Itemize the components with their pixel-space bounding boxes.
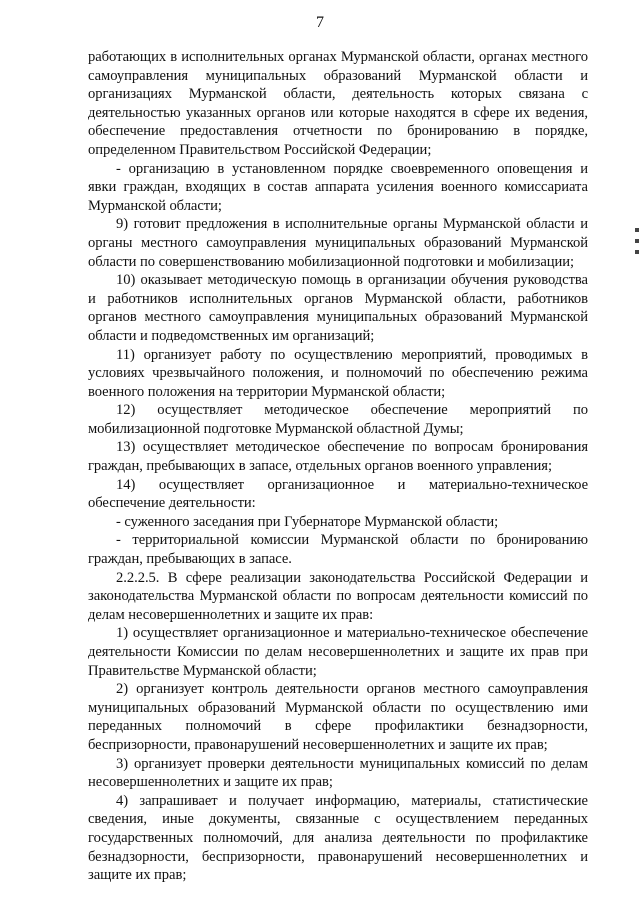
paragraph: 1) осуществляет организационное и материально-техническое обеспечение деятельности Комиссии по делам несовершеннолетних и защите их прав при Правительстве Мурманской области;	[88, 625, 588, 679]
scan-dot	[635, 239, 639, 243]
page-number: 7	[316, 14, 324, 31]
paragraph: 3) организует проверки деятельности муниципальных комиссий по делам несовершеннолетних и защите их прав;	[88, 755, 588, 791]
paragraph: 9) готовит предложения в исполнительные органы Мурманской области и органы местного самоуправления муниципальных образований Мурманской области по совершенствованию мобилизационной подготовки и мобилизации;	[88, 216, 588, 270]
paragraph: - территориальной комиссии Мурманской области по бронированию граждан, пребывающих в запасе.	[88, 532, 588, 568]
paragraph: 2) организует контроль деятельности органов местного самоуправления муниципальных образований Мурманской области по осуществлению ими переданных полномочий в сфере профилактики безнадзорности, беспризорности, правонарушений несовершеннолетних и защите их прав;	[88, 681, 588, 753]
paragraph: 12) осуществляет методическое обеспечение мероприятий по мобилизационной подготовке Мурманской областной Думы;	[88, 402, 588, 437]
paragraph: работающих в исполнительных органах Мурманской области, органах местного самоуправления муниципальных образований Мурманской области и организациях Мурманской области, деятельность которых связана с деятельностью указанных органов или которые находятся в сфере их ведения, обеспечение предоставления отчетности по бронированию в порядке, определенном Правительством Российской Федерации;	[88, 49, 588, 158]
paragraph: 2.2.2.5. В сфере реализации законодательства Российской Федерации и законодательства Мурманской области по вопросам деятельности комиссий по делам несовершеннолетних и защите их прав:	[88, 569, 588, 623]
scan-dot	[635, 228, 639, 232]
paragraph: 11) организует работу по осуществлению мероприятий, проводимых в условиях чрезвычайного положения, и полномочий по обеспечению режима военного положения на территории Мурманской области;	[88, 346, 588, 400]
paragraph: - организацию в установленном порядке своевременного оповещения и явки граждан, входящих в состав аппарата усиления военного комиссариата Мурманской области;	[88, 160, 588, 214]
scan-dot	[635, 250, 639, 254]
paragraph: 14) осуществляет организационное и материально-техническое обеспечение деятельности:	[88, 476, 588, 512]
document-body	[88, 48, 588, 885]
margin-scan-mark	[632, 228, 640, 264]
paragraph: 13) осуществляет методическое обеспечение по вопросам бронирования граждан, пребывающих в запасе, отдельных органов военного управления;	[88, 439, 588, 475]
paragraph: - суженного заседания при Губернаторе Мурманской области;	[116, 513, 499, 530]
paragraph: 10) оказывает методическую помощь в организации обучения руководства и работников исполнительных органов Мурманской области, работников органов местного самоуправления муниципальных образований Мурманской области и подведомственных им организаций;	[88, 272, 588, 344]
paragraph: 4) запрашивает и получает информацию, материалы, статистические сведения, иные документы, связанные с осуществлением переданных государственных полномочий, для анализа деятельности по профилактике безнадзорности, беспризорности, правонарушений несовершеннолетних и защите их прав;	[88, 792, 588, 884]
